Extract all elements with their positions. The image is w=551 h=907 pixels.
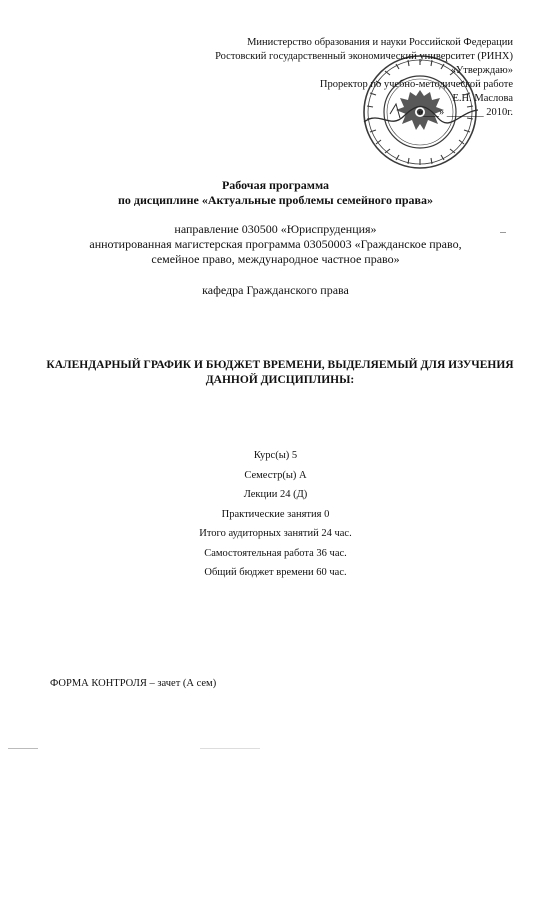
total-budget-value: Общий бюджет времени 60 час. bbox=[204, 567, 347, 578]
scan-artifact bbox=[8, 748, 38, 749]
approve-line: «Утверждаю» bbox=[450, 65, 513, 76]
section-title-line2: ДАННОЙ ДИСЦИПЛИНЫ: bbox=[205, 374, 355, 386]
signatory-line: Е.Н. Маслова bbox=[452, 93, 513, 104]
direction-info bbox=[0, 222, 551, 267]
university-line: Ростовский государственный экономический университет (РИНХ) bbox=[215, 51, 513, 62]
scan-artifact bbox=[500, 232, 506, 233]
direction-line2: аннотированная магистерская программа 03050003 «Гражданское право, bbox=[89, 237, 462, 251]
course-value: Курс(ы) 5 bbox=[253, 450, 298, 461]
date-line: «___» _______ 2010г. bbox=[418, 107, 513, 118]
approval-header bbox=[215, 36, 513, 120]
time-budget-list bbox=[0, 446, 551, 583]
ministry-line: Министерство образования и науки Российской Федерации bbox=[247, 37, 513, 48]
direction-line1: направление 030500 «Юриспруденция» bbox=[174, 222, 377, 236]
department-name: кафедра Гражданского права bbox=[202, 283, 349, 297]
classroom-total-value: Итого аудиторных занятий 24 час. bbox=[199, 528, 352, 539]
semester-value: Семестр(ы) А bbox=[244, 469, 307, 481]
program-title-line2: по дисциплине «Актуальные проблемы семейного права» bbox=[117, 193, 434, 207]
prorector-line: Проректор по учебно-методической работе bbox=[319, 79, 513, 90]
section-title-line1: КАЛЕНДАРНЫЙ ГРАФИК И БЮДЖЕТ ВРЕМЕНИ, ВЫДЕЛЯЕМЫЙ ДЛЯ ИЗУЧЕНИЯ bbox=[46, 359, 514, 371]
calendar-schedule-heading bbox=[30, 358, 530, 388]
program-title bbox=[0, 178, 551, 208]
practice-value: Практические занятия 0 bbox=[221, 508, 330, 520]
direction-line3: семейное право, международное частное право» bbox=[151, 252, 400, 266]
program-title-line1: Рабочая программа bbox=[221, 178, 330, 192]
scan-artifact bbox=[200, 748, 260, 749]
self-study-value: Самостоятельная работа 36 час. bbox=[204, 547, 347, 559]
lectures-value: Лекции 24 (Д) bbox=[243, 489, 308, 500]
control-form: ФОРМА КОНТРОЛЯ – зачет (А сем) bbox=[50, 678, 217, 689]
